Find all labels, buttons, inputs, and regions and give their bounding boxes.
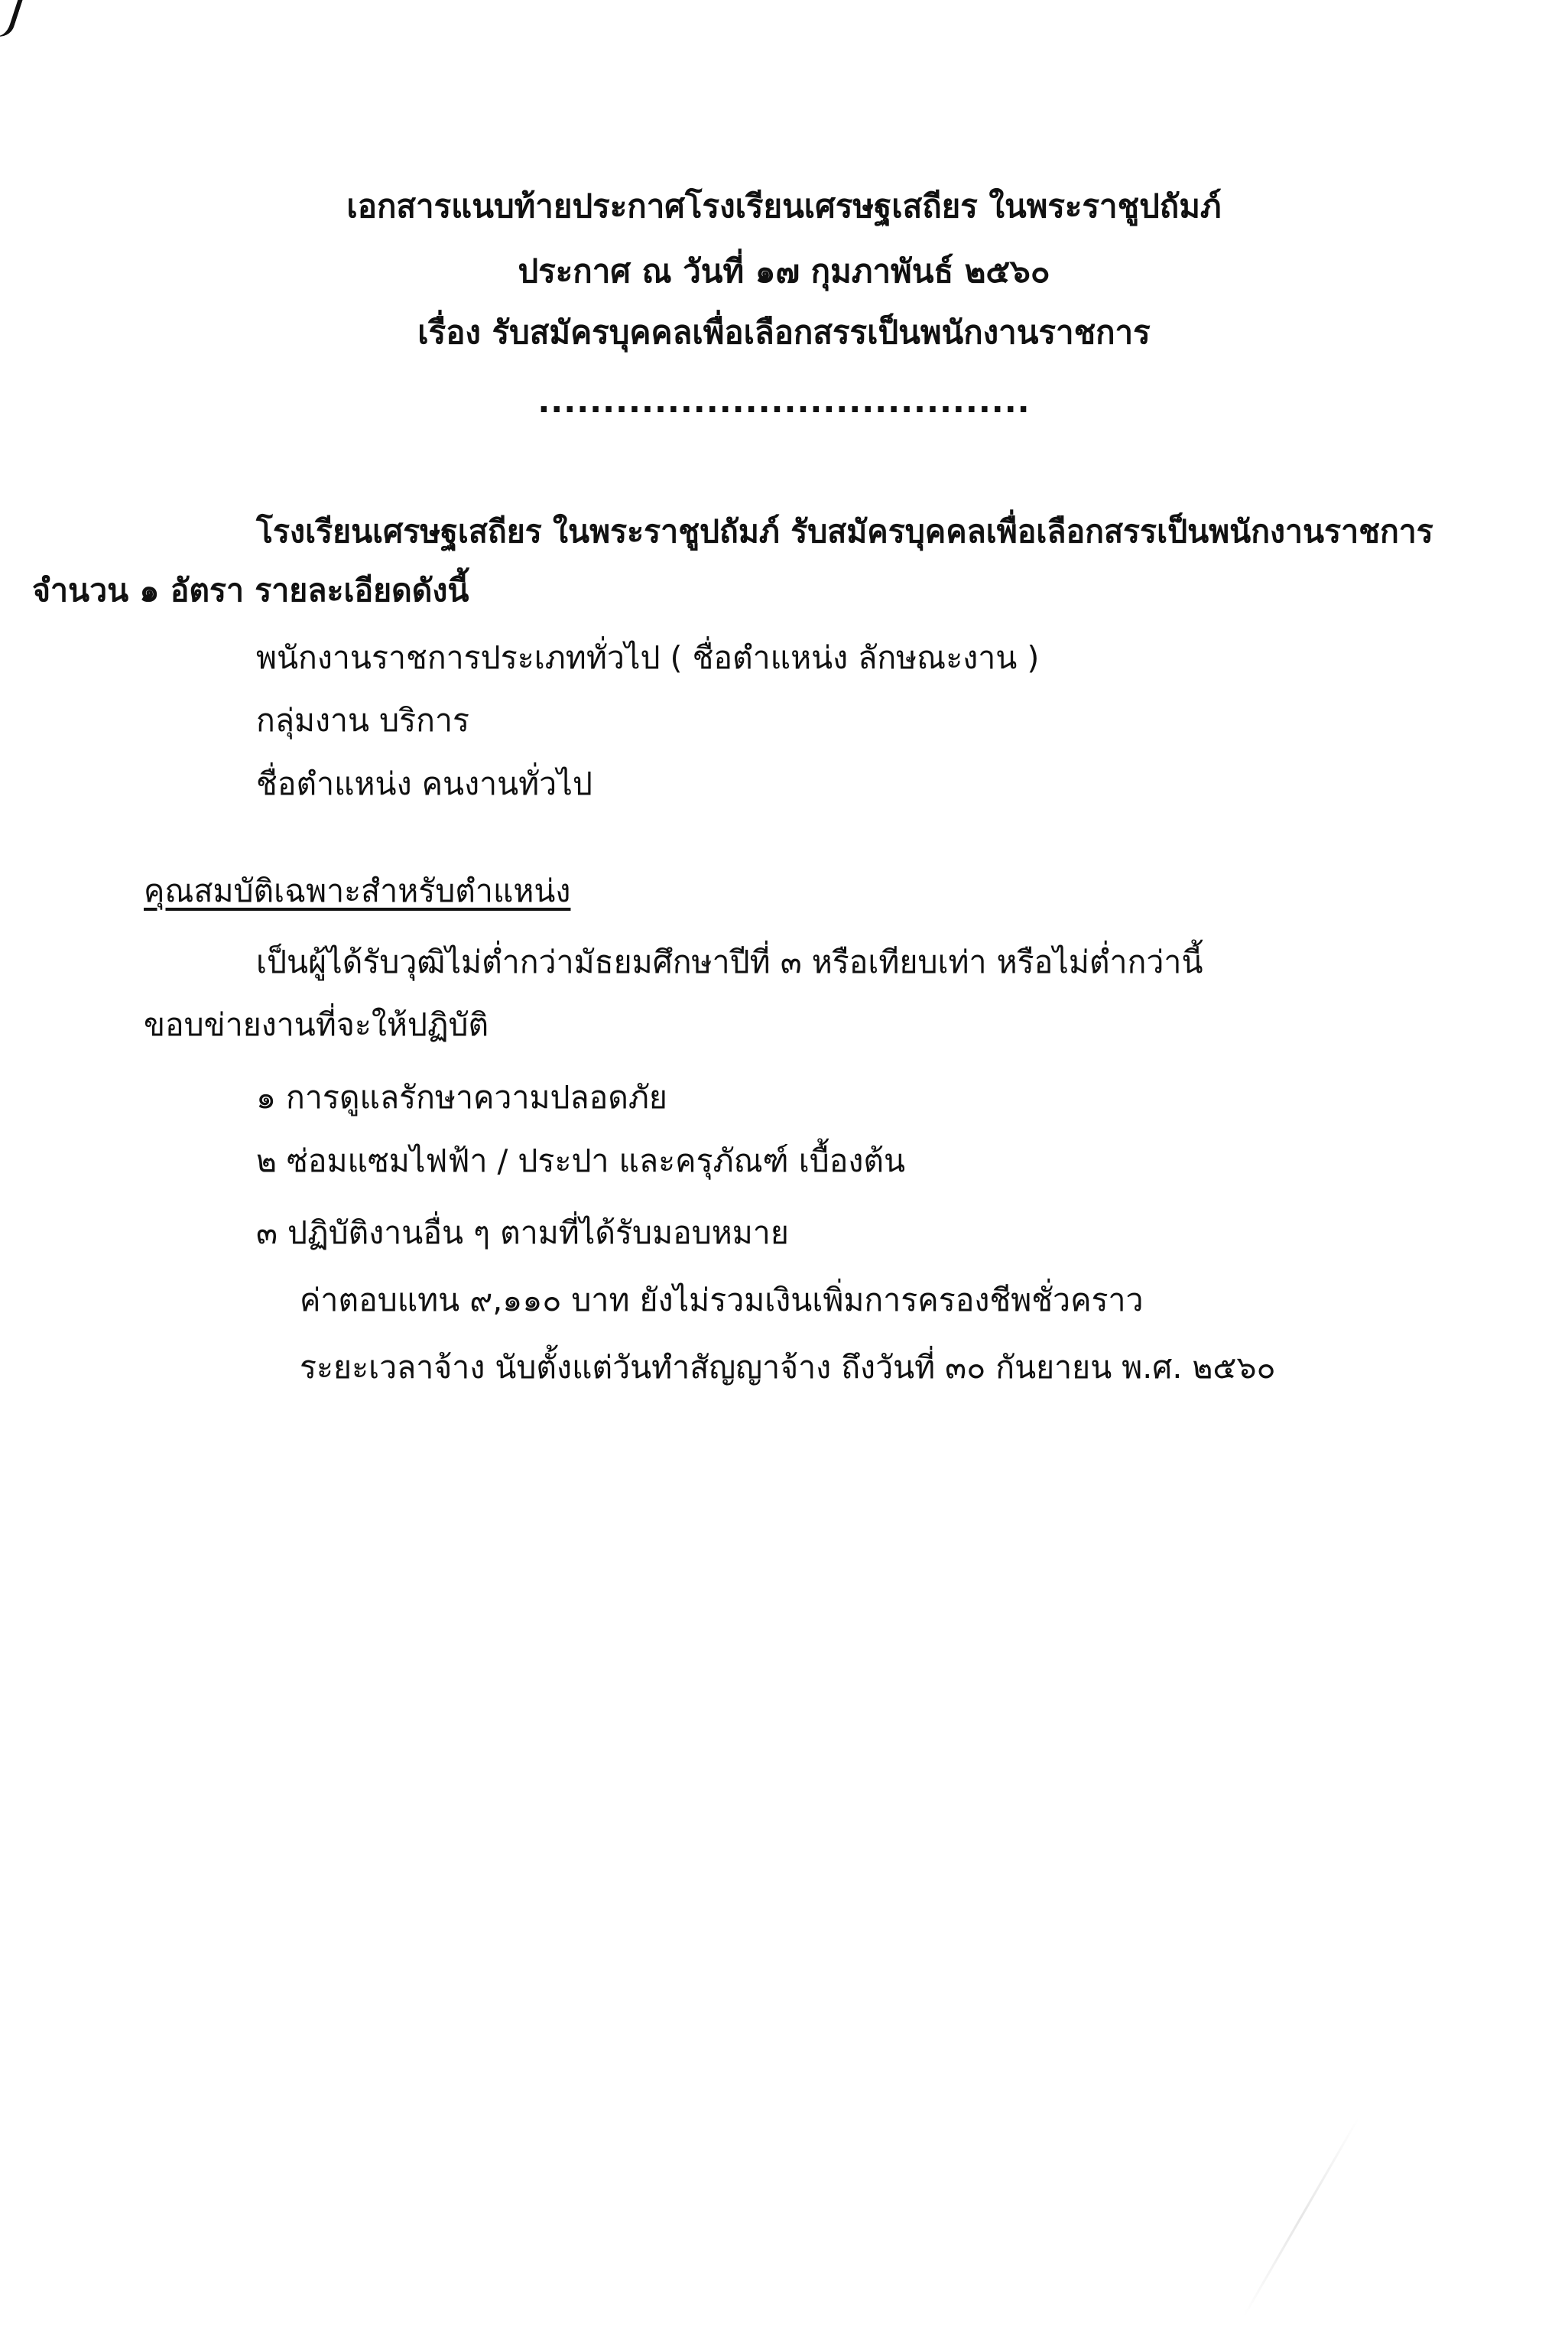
position-type: พนักงานราชการประเภททั่วไป ( ชื่อตำแหน่ง ลักษณะงาน ) [256, 639, 1040, 676]
header-separator: ...................................... [537, 382, 1031, 420]
duty-item: ๒ ซ่อมแซมไฟฟ้า / ประปา และครุภัณฑ์ เบื้องต้น [256, 1142, 906, 1179]
intro-line1: โรงเรียนเศรษฐเสถียร ในพระราชูปถัมภ์ รับสมัครบุคคลเพื่อเลือกสรรเป็นพนักงานราชการ [256, 513, 1433, 550]
employment-period: ระยะเวลาจ้าง นับตั้งแต่วันทำสัญญาจ้าง ถึงวันที่ ๓๐ กันยายน พ.ศ. ๒๕๖๐ [300, 1349, 1276, 1386]
qualifications-text: เป็นผู้ได้รับวุฒิไม่ต่ำกว่ามัธยมศึกษาปีที่ ๓ หรือเทียบเท่า หรือไม่ต่ำกว่านี้ [256, 944, 1203, 980]
duty-item: ๓ ปฏิบัติงานอื่น ๆ ตามที่ได้รับมอบหมาย [256, 1214, 789, 1251]
duty-item: ๑ การดูแลรักษาความปลอดภัย [256, 1079, 667, 1116]
intro-line2: จำนวน ๑ อัตรา รายละเอียดดังนี้ [32, 572, 469, 609]
header-title-line3: เรื่อง รับสมัครบุคคลเพื่อเลือกสรรเป็นพนักงานราชการ [417, 314, 1151, 351]
scope-of-work-label: ขอบข่ายงานที่จะให้ปฏิบัติ [144, 1006, 489, 1043]
scan-corner-mark [0, 0, 26, 41]
compensation: ค่าตอบแทน ๙,๑๑๐ บาท ยังไม่รวมเงินเพิ่มการครองชีพชั่วคราว [300, 1282, 1144, 1318]
qualifications-heading: คุณสมบัติเฉพาะสำหรับตำแหน่ง [144, 873, 571, 909]
position-group: กลุ่มงาน บริการ [256, 702, 469, 739]
header-title-line1: เอกสารแนบท้ายประกาศโรงเรียนเศรษฐเสถียร ในพระราชูปถัมภ์ [346, 187, 1222, 225]
position-name: ชื่อตำแหน่ง คนงานทั่วไป [256, 765, 592, 802]
scan-streak [1242, 2117, 1359, 2317]
header-title-line2: ประกาศ ณ วันที่ ๑๗ กุมภาพันธ์ ๒๕๖๐ [518, 252, 1050, 290]
